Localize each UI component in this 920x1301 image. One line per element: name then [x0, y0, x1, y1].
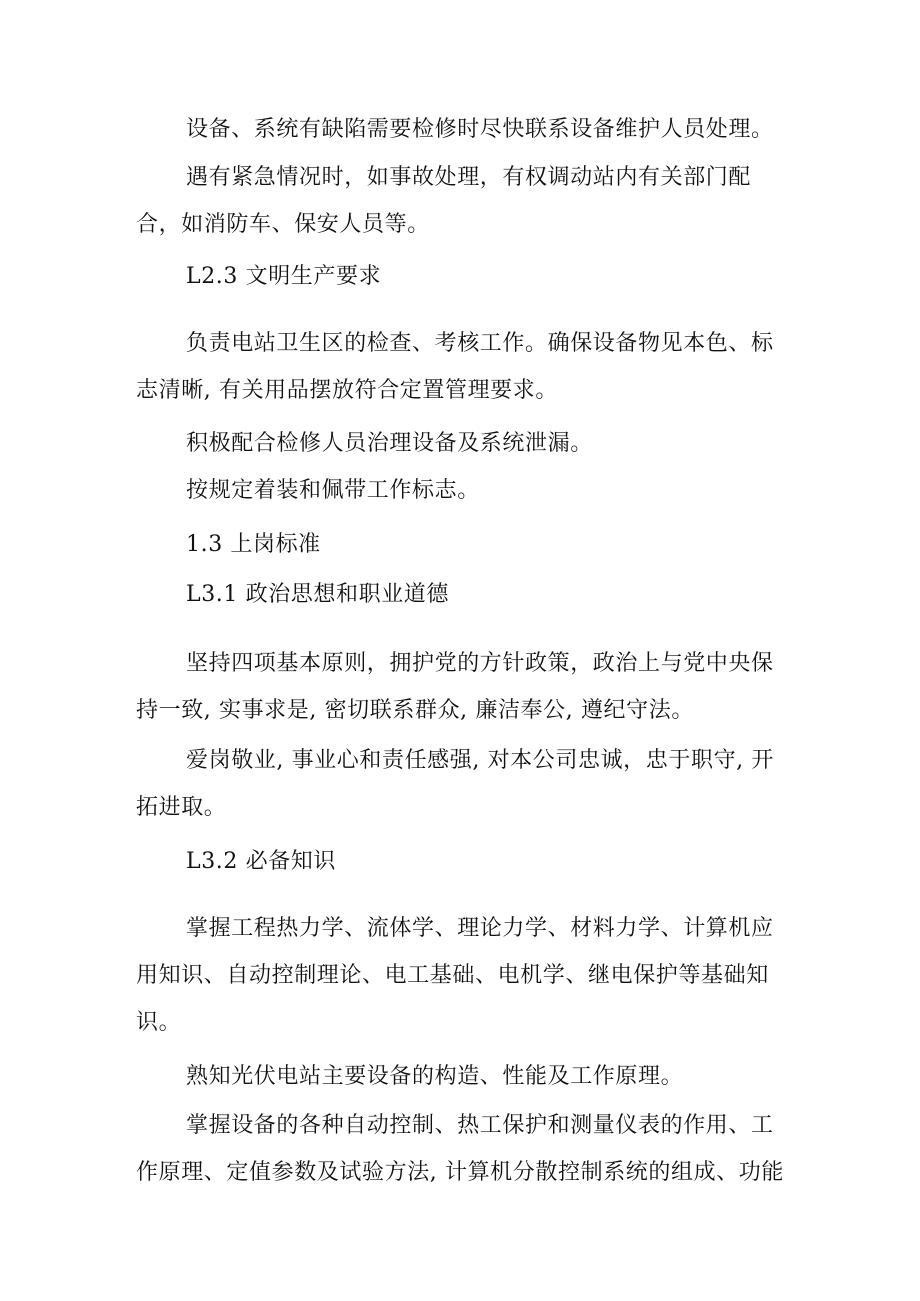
- paragraph: 掌握设备的各种自动控制、热工保护和测量仪表的作用、工作原理、定值参数及试验方法, 计算机分散控制系统的组成、功能: [136, 1113, 784, 1185]
- paragraph: 积极配合检修人员治理设备及系统泄漏。: [186, 431, 593, 456]
- paragraph: 按规定着装和佩带工作标志。: [186, 478, 480, 503]
- section-heading: L3.2 必备知识: [186, 849, 336, 874]
- paragraph: 坚持四项基本原则，拥护党的方针政策，政治上与党中央保持一致, 实事求是, 密切联系群众, 廉洁奉公, 遵纪守法。: [136, 651, 774, 723]
- paragraph: 掌握工程热力学、流体学、理论力学、材料力学、计算机应用知识、自动控制理论、电工基础、电机学、继电保护等基础知识。: [136, 916, 774, 1035]
- paragraph: 负责电站卫生区的检查、考核工作。确保设备物见本色、标志清晰, 有关用品摆放符合定置管理要求。: [136, 331, 774, 403]
- paragraph: 熟知光伏电站主要设备的构造、性能及工作原理。: [186, 1064, 684, 1089]
- section-heading: 1.3 上岗标准: [186, 532, 321, 557]
- paragraph: 遇有紧急情况时，如事故处理，有权调动站内有关部门配合，如消防车、保安人员等。: [136, 165, 752, 237]
- paragraph: 爱岗敬业, 事业心和责任感强, 对本公司忠诚，忠于职守, 开拓进取。: [136, 748, 774, 820]
- paragraph: 设备、系统有缺陷需要检修时尽快联系设备维护人员处理。: [186, 117, 774, 142]
- section-heading: L2.3 文明生产要求: [186, 264, 382, 289]
- section-heading: L3.1 政治思想和职业道德: [186, 582, 449, 607]
